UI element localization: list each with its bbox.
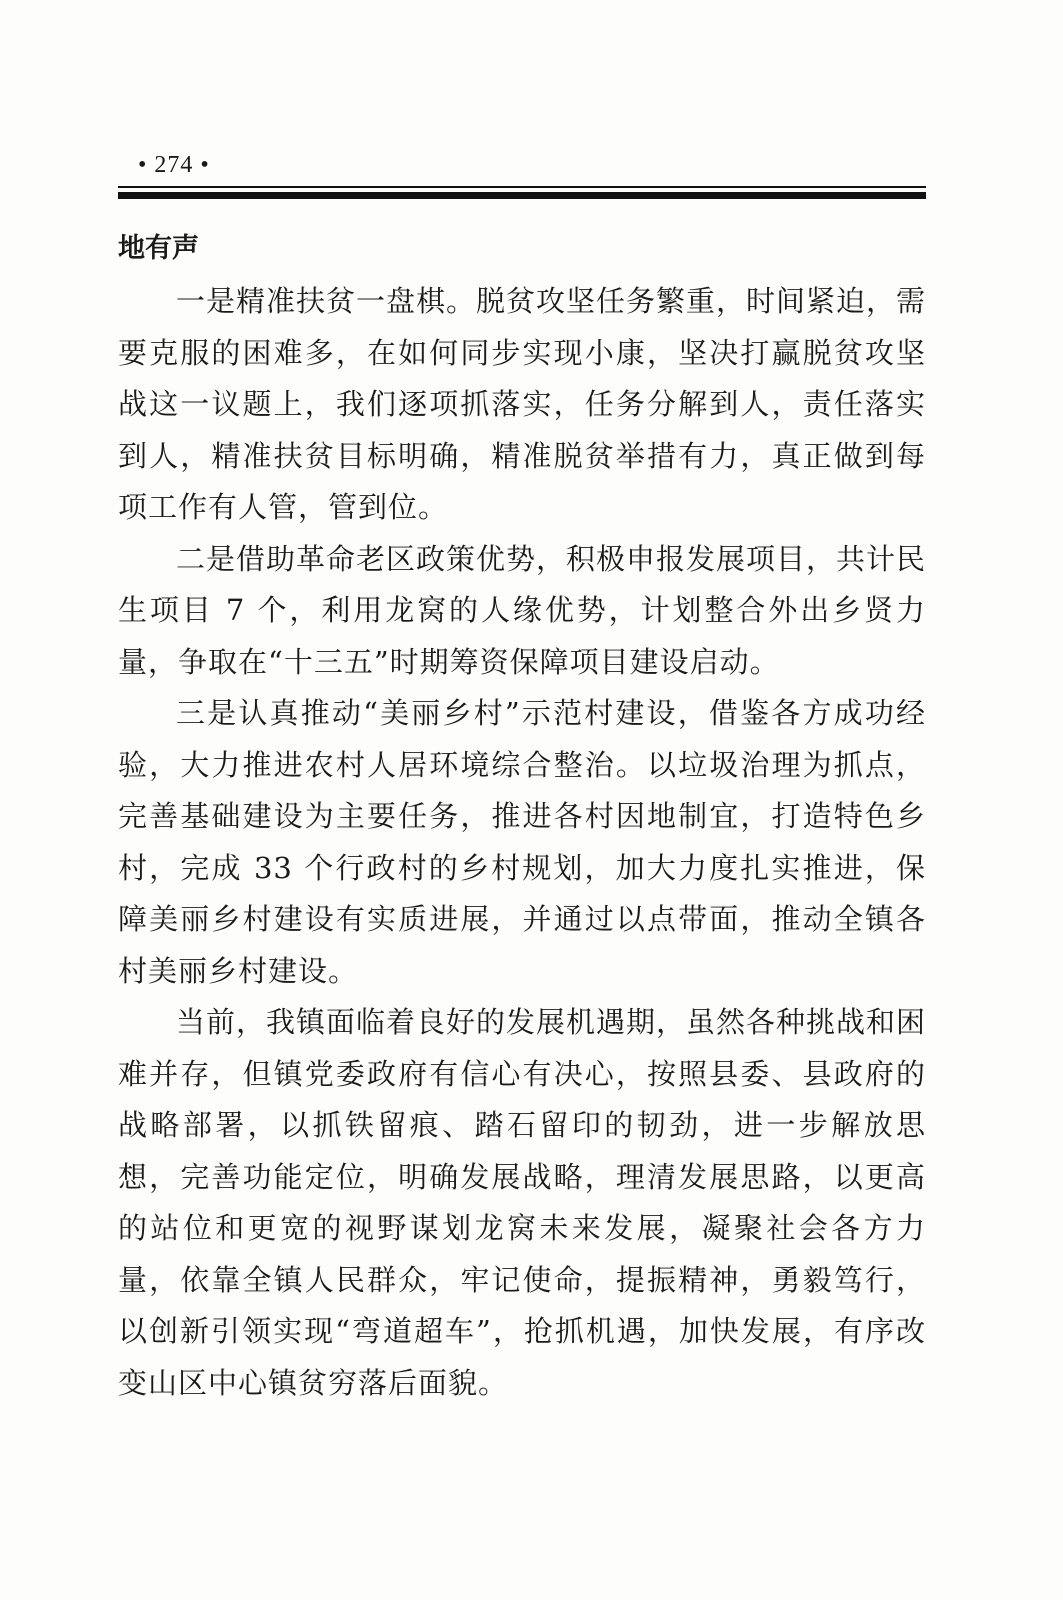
paragraph-beautiful-village: 三是认真推动“美丽乡村”示范村建设，借鉴各方成功经验，大力推进农村人居环境综合整治。以垃圾治理为抓点，完善基础建设为主要任务，推进各村因地制宜，打造特色乡村，完成 33 个行政村的乡村规划，加大力度扎实推进，保障美丽乡村建设有实质进展，并通过以点带面，推动全镇各村美丽乡村建设。 <box>118 696 926 988</box>
paragraph-current-development: 当前，我镇面临着良好的发展机遇期，虽然各种挑战和困难并存，但镇党委政府有信心有决心，按照县委、县政府的战略部署，以抓铁留痕、踏石留印的韧劲，进一步解放思想，完善功能定位，明确发展战略，理清发展思路，以更高的站位和更宽的视野谋划龙窝未来发展，凝聚社会各方力量，依靠全镇人民群众，牢记使命，提振精神，勇毅笃行，以创新引领实现“弯道超车”，抢抓机遇，加快发展，有序改变山区中心镇贫穷落后面貌。 <box>118 1005 927 1400</box>
header-rule-thin <box>118 186 926 188</box>
page-number: • 274 • <box>138 152 210 178</box>
paragraph-poverty-alleviation: 一是精准扶贫一盘棋。脱贫攻坚任务繁重，时间紧迫，需要克服的困难多，在如何同步实现小康，坚决打赢脱贫攻坚战这一议题上，我们逐项抓落实，任务分解到人，责任落实到人，精准扶贫目标明确，精准脱贫举措有力，真正做到每项工作有人管，管到位。 <box>118 284 927 524</box>
header-rule-thick <box>118 192 926 199</box>
page-body <box>118 226 926 1409</box>
section-heading: 地有声 <box>118 233 199 264</box>
paragraph-revolutionary-base-projects: 二是借助革命老区政策优势，积极申报发展项目，共计民生项目 7 个，利用龙窝的人缘优势，计划整合外出乡贤力量，争取在“十三五”时期筹资保障项目建设启动。 <box>118 541 927 679</box>
